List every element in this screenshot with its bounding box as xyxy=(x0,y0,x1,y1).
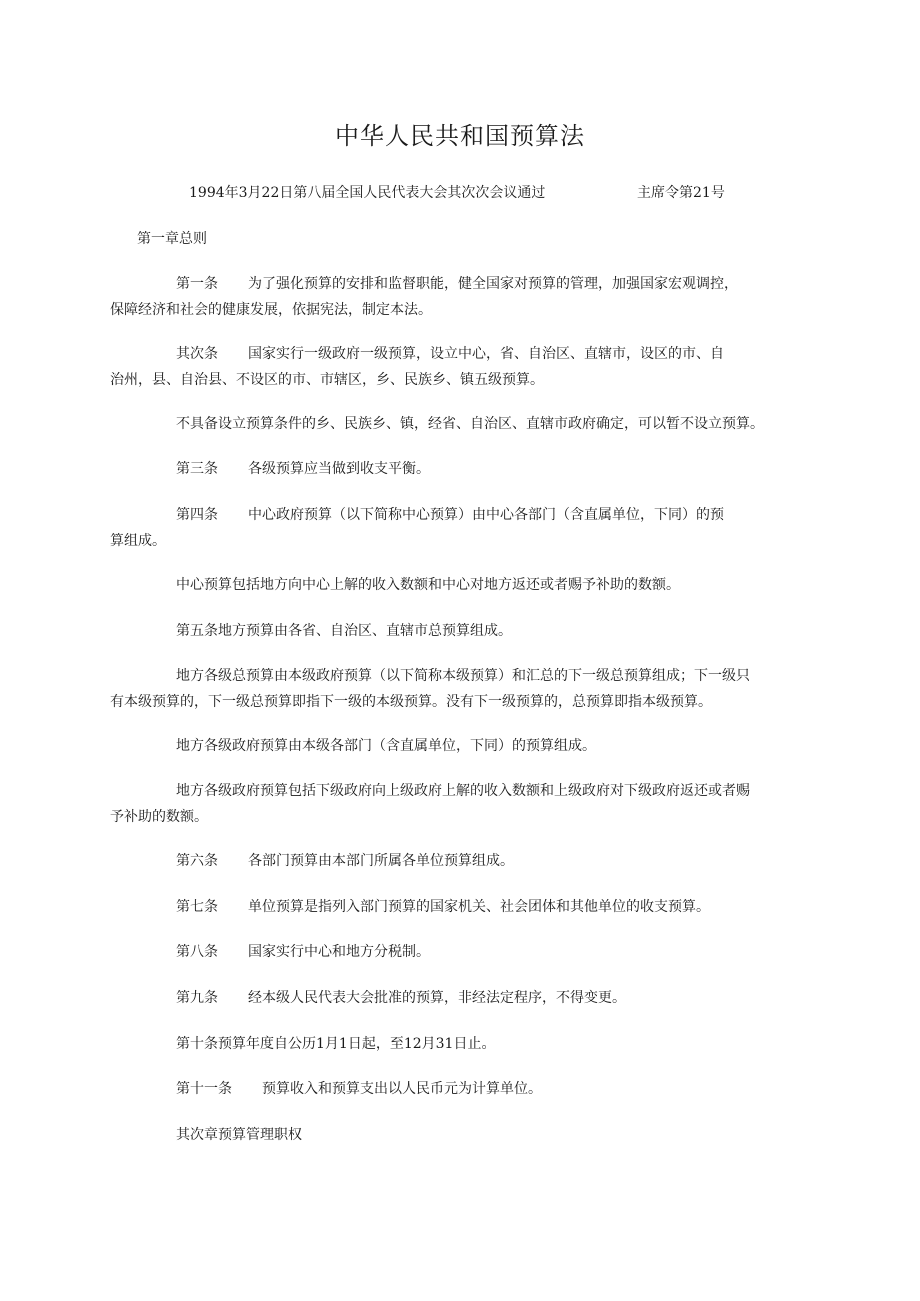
article-5-paragraph-4-line2: 予补助的数额。 xyxy=(110,809,208,825)
article-5-paragraph-4 xyxy=(110,778,750,830)
article-6 xyxy=(176,848,514,874)
article-1-text-line1: 为了强化预算的安排和监督职能，健全国家对预算的管理，加强国家宏观调控， xyxy=(248,276,738,292)
article-1 xyxy=(110,271,738,323)
article-3-label: 第三条 xyxy=(176,461,218,477)
article-2-text-line2: 治州，县、自治县、不设区的市、市辖区，乡、民族乡、镇五级预算。 xyxy=(110,372,544,388)
article-5-paragraph-2-line2: 有本级预算的，下一级总预算即指下一级的本级预算。没有下一级预算的，总预算即指本级预算。 xyxy=(110,694,712,710)
article-1-label: 第一条 xyxy=(176,276,218,292)
article-5-paragraph-3: 地方各级政府预算由本级各部门（含直属单位，下同）的预算组成。 xyxy=(176,738,596,754)
article-11-text: 预算收入和预算支出以人民币元为计算单位。 xyxy=(262,1081,542,1097)
article-11 xyxy=(176,1076,542,1102)
article-8-label: 第八条 xyxy=(176,944,218,960)
article-4-text-line2: 算组成。 xyxy=(110,533,166,549)
chapter-heading-2: 其次章预算管理职权 xyxy=(176,1127,302,1143)
article-5-paragraph-2-line1: 地方各级总预算由本级政府预算（以下简称本级预算）和汇总的下一级总预算组成；下一级只 xyxy=(176,668,750,684)
article-8 xyxy=(176,939,430,965)
article-5-paragraph-4-line1: 地方各级政府预算包括下级政府向上级政府上解的收入数额和上级政府对下级政府返还或者赐 xyxy=(176,783,750,799)
adoption-date-line: 1994年3月22日第八届全国人民代表大会其次次会议通过 xyxy=(189,185,546,201)
article-4 xyxy=(110,502,724,554)
article-9 xyxy=(176,985,626,1011)
document-title: 中华人民共和国预算法 xyxy=(335,122,585,150)
article-4-paragraph-2: 中心预算包括地方向中心上解的收入数额和中心对地方返还或者赐予补助的数额。 xyxy=(176,577,680,593)
article-6-label: 第六条 xyxy=(176,853,218,869)
chapter-heading-1: 第一章总则 xyxy=(137,231,207,247)
article-7 xyxy=(176,894,710,920)
presidential-order-line: 主席令第21号 xyxy=(637,185,725,201)
article-2-label: 其次条 xyxy=(176,346,218,362)
article-4-label: 第四条 xyxy=(176,507,218,523)
article-4-text-line1: 中心政府预算（以下简称中心预算）由中心各部门（含直属单位，下同）的预 xyxy=(248,507,724,523)
article-1-text-line2: 保障经济和社会的健康发展，依据宪法，制定本法。 xyxy=(110,302,432,318)
article-6-text: 各部门预算由本部门所属各单位预算组成。 xyxy=(248,853,514,869)
article-2 xyxy=(110,341,724,393)
article-9-label: 第九条 xyxy=(176,990,218,1006)
article-3 xyxy=(176,456,430,482)
article-7-label: 第七条 xyxy=(176,899,218,915)
article-7-text: 单位预算是指列入部门预算的国家机关、社会团体和其他单位的收支预算。 xyxy=(248,899,710,915)
article-9-text: 经本级人民代表大会批准的预算，非经法定程序，不得变更。 xyxy=(248,990,626,1006)
article-2-paragraph-2: 不具备设立预算条件的乡、民族乡、镇，经省、自治区、直辖市政府确定，可以暂不设立预算。 xyxy=(176,416,764,432)
article-8-text: 国家实行中心和地方分税制。 xyxy=(248,944,430,960)
article-2-text-line1: 国家实行一级政府一级预算，设立中心，省、自治区、直辖市，设区的市、自 xyxy=(248,346,724,362)
article-10: 第十条预算年度自公历1月1日起，至12月31日止。 xyxy=(176,1036,496,1052)
article-5-paragraph-2 xyxy=(110,663,750,715)
article-5: 第五条地方预算由各省、自治区、直辖市总预算组成。 xyxy=(176,623,512,639)
article-11-label: 第十一条 xyxy=(176,1081,232,1097)
article-3-text: 各级预算应当做到收支平衡。 xyxy=(248,461,430,477)
